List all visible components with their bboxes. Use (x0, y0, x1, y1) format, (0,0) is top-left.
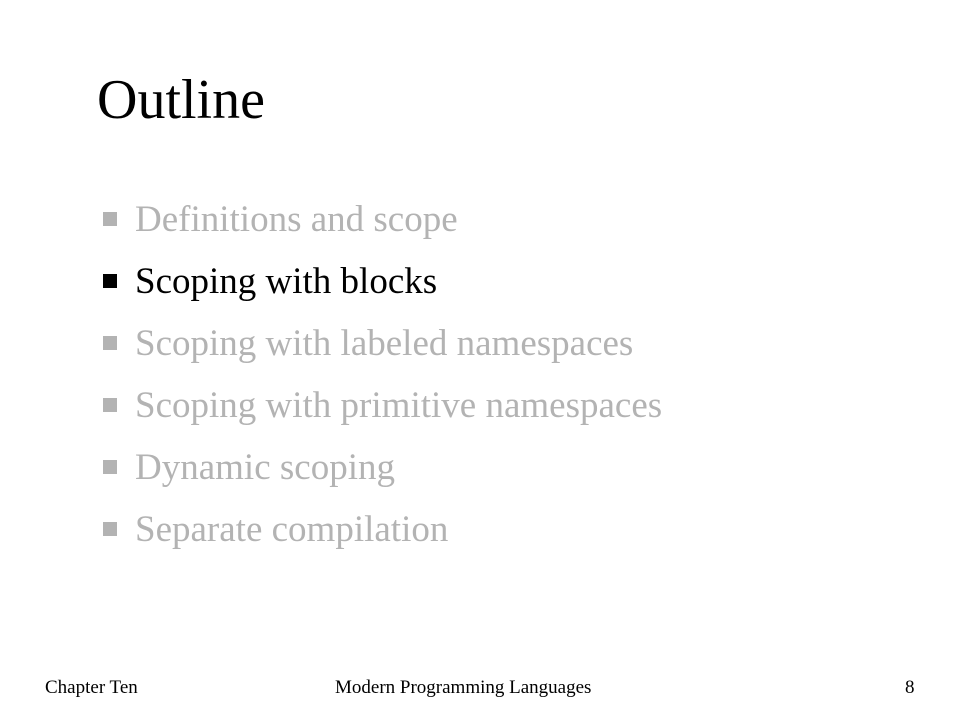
outline-item (103, 498, 662, 560)
outline-item (103, 312, 662, 374)
square-bullet-icon (103, 212, 117, 226)
square-bullet-icon (103, 398, 117, 412)
outline-item (103, 188, 662, 250)
outline-item-label: Scoping with primitive namespaces (135, 384, 663, 426)
footer-chapter: Chapter Ten (45, 677, 138, 698)
outline-item-label: Scoping with labeled namespaces (135, 322, 634, 364)
outline-item-label: Dynamic scoping (135, 446, 395, 488)
outline-item-label: Scoping with blocks (135, 260, 438, 302)
outline-list (103, 188, 662, 560)
outline-item (103, 374, 662, 436)
square-bullet-icon (103, 336, 117, 350)
footer-page-number: 8 (905, 677, 915, 698)
outline-item (103, 250, 662, 312)
square-bullet-icon (103, 460, 117, 474)
footer-course-title: Modern Programming Languages (335, 677, 592, 698)
slide-title: Outline (97, 69, 265, 131)
outline-item-label: Definitions and scope (135, 198, 458, 240)
square-bullet-icon (103, 274, 117, 288)
outline-item (103, 436, 662, 498)
outline-item-label: Separate compilation (135, 508, 449, 550)
square-bullet-icon (103, 522, 117, 536)
